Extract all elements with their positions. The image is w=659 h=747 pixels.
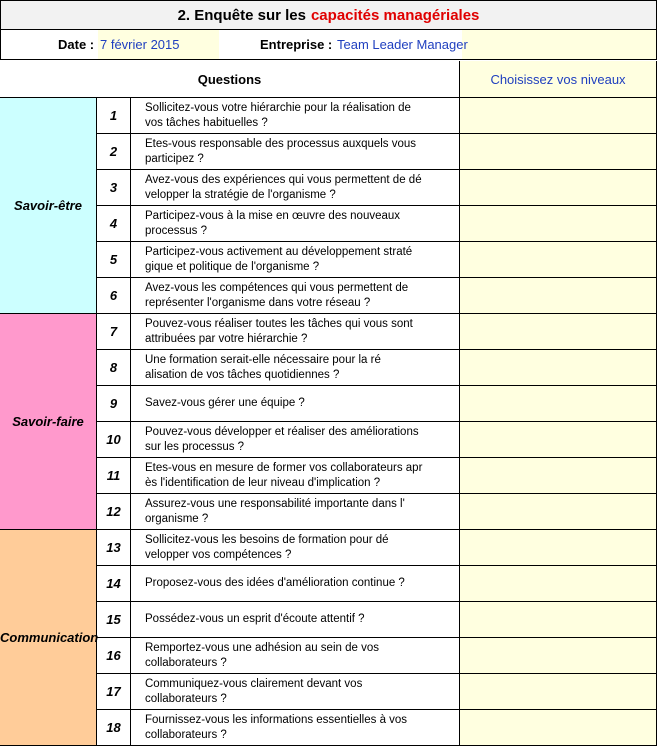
question-number: 14	[97, 566, 131, 602]
question-text: Pouvez-vous réaliser toutes les tâches qui vous sont attribuées par votre hiérarchie ?	[131, 314, 460, 350]
table-row	[97, 494, 657, 530]
question-text: Avez-vous les compétences qui vous permettent de représenter l'organisme dans votre réseau ?	[131, 278, 460, 314]
table-row	[97, 386, 657, 422]
levels-header: Choisissez vos niveaux	[460, 61, 657, 98]
level-input[interactable]	[460, 134, 657, 170]
company-value[interactable]: Team Leader Manager	[337, 37, 468, 52]
question-number: 9	[97, 386, 131, 422]
level-input[interactable]	[460, 98, 657, 134]
question-number: 11	[97, 458, 131, 494]
question-text: Participez-vous activement au développement straté gique et politique de l'organisme ?	[131, 242, 460, 278]
question-number: 12	[97, 494, 131, 530]
level-input[interactable]	[460, 566, 657, 602]
question-number: 17	[97, 674, 131, 710]
table-row	[97, 134, 657, 170]
title-prefix: 2. Enquête sur les	[177, 6, 306, 24]
question-text: Etes-vous responsable des processus auxquels vous participez ?	[131, 134, 460, 170]
question-number: 13	[97, 530, 131, 566]
question-number: 18	[97, 710, 131, 746]
question-text: Avez-vous des expériences qui vous permettent de dé velopper la stratégie de l'organisme ?	[131, 170, 460, 206]
table-row	[97, 710, 657, 746]
question-text: Communiquez-vous clairement devant vos collaborateurs ?	[131, 674, 460, 710]
company-label: Entreprise :	[260, 37, 333, 52]
question-text: Une formation serait-elle nécessaire pour la ré alisation de vos tâches quotidiennes ?	[131, 350, 460, 386]
level-input[interactable]	[460, 494, 657, 530]
question-text: Participez-vous à la mise en œuvre des nouveaux processus ?	[131, 206, 460, 242]
table-row	[97, 458, 657, 494]
question-number: 4	[97, 206, 131, 242]
question-text: Etes-vous en mesure de former vos collaborateurs apr ès l'identification de leur niveau d'implication ?	[131, 458, 460, 494]
question-number: 15	[97, 602, 131, 638]
level-input[interactable]	[460, 386, 657, 422]
table-row	[97, 170, 657, 206]
info-bar	[0, 30, 657, 60]
question-text: Sollicitez-vous les besoins de formation pour dé velopper vos compétences ?	[131, 530, 460, 566]
question-number: 6	[97, 278, 131, 314]
question-text: Possédez-vous un esprit d'écoute attentif ?	[131, 602, 460, 638]
table-row	[97, 530, 657, 566]
level-input[interactable]	[460, 422, 657, 458]
level-input[interactable]	[460, 170, 657, 206]
category-label: Savoir-faire	[12, 414, 84, 429]
survey-title	[0, 0, 657, 30]
category-communication	[0, 530, 97, 746]
level-input[interactable]	[460, 278, 657, 314]
table-row	[97, 206, 657, 242]
question-number: 2	[97, 134, 131, 170]
table-row	[97, 278, 657, 314]
category-savoir-etre	[0, 98, 97, 314]
level-input[interactable]	[460, 458, 657, 494]
date-value[interactable]: 7 février 2015	[100, 37, 180, 52]
question-text: Fournissez-vous les informations essentielles à vos collaborateurs ?	[131, 710, 460, 746]
level-input[interactable]	[460, 530, 657, 566]
table-row	[97, 98, 657, 134]
level-input[interactable]	[460, 674, 657, 710]
question-text: Pouvez-vous développer et réaliser des améliorations sur les processus ?	[131, 422, 460, 458]
question-number: 7	[97, 314, 131, 350]
question-number: 3	[97, 170, 131, 206]
level-input[interactable]	[460, 638, 657, 674]
table-row	[97, 638, 657, 674]
level-input[interactable]	[460, 710, 657, 746]
table-row	[97, 242, 657, 278]
level-input[interactable]	[460, 602, 657, 638]
level-input[interactable]	[460, 350, 657, 386]
question-number: 10	[97, 422, 131, 458]
questions-header: Questions	[0, 61, 460, 98]
title-accent: capacités managériales	[310, 6, 480, 24]
date-label: Date :	[58, 37, 95, 52]
category-label: Communication	[0, 630, 99, 645]
level-input[interactable]	[460, 242, 657, 278]
level-input[interactable]	[460, 206, 657, 242]
question-text: Savez-vous gérer une équipe ?	[131, 386, 460, 422]
question-text: Assurez-vous une responsabilité importante dans l' organisme ?	[131, 494, 460, 530]
level-input[interactable]	[460, 314, 657, 350]
table-row	[97, 422, 657, 458]
question-text: Sollicitez-vous votre hiérarchie pour la réalisation de vos tâches habituelles ?	[131, 98, 460, 134]
table-row	[97, 566, 657, 602]
question-text: Proposez-vous des idées d'amélioration continue ?	[131, 566, 460, 602]
question-text: Remportez-vous une adhésion au sein de vos collaborateurs ?	[131, 638, 460, 674]
category-label: Savoir-être	[14, 198, 82, 213]
question-number: 1	[97, 98, 131, 134]
category-savoir-faire	[0, 314, 97, 530]
question-number: 16	[97, 638, 131, 674]
table-row	[97, 350, 657, 386]
table-row	[97, 602, 657, 638]
table-row	[97, 674, 657, 710]
question-number: 5	[97, 242, 131, 278]
table-row	[97, 314, 657, 350]
question-number: 8	[97, 350, 131, 386]
